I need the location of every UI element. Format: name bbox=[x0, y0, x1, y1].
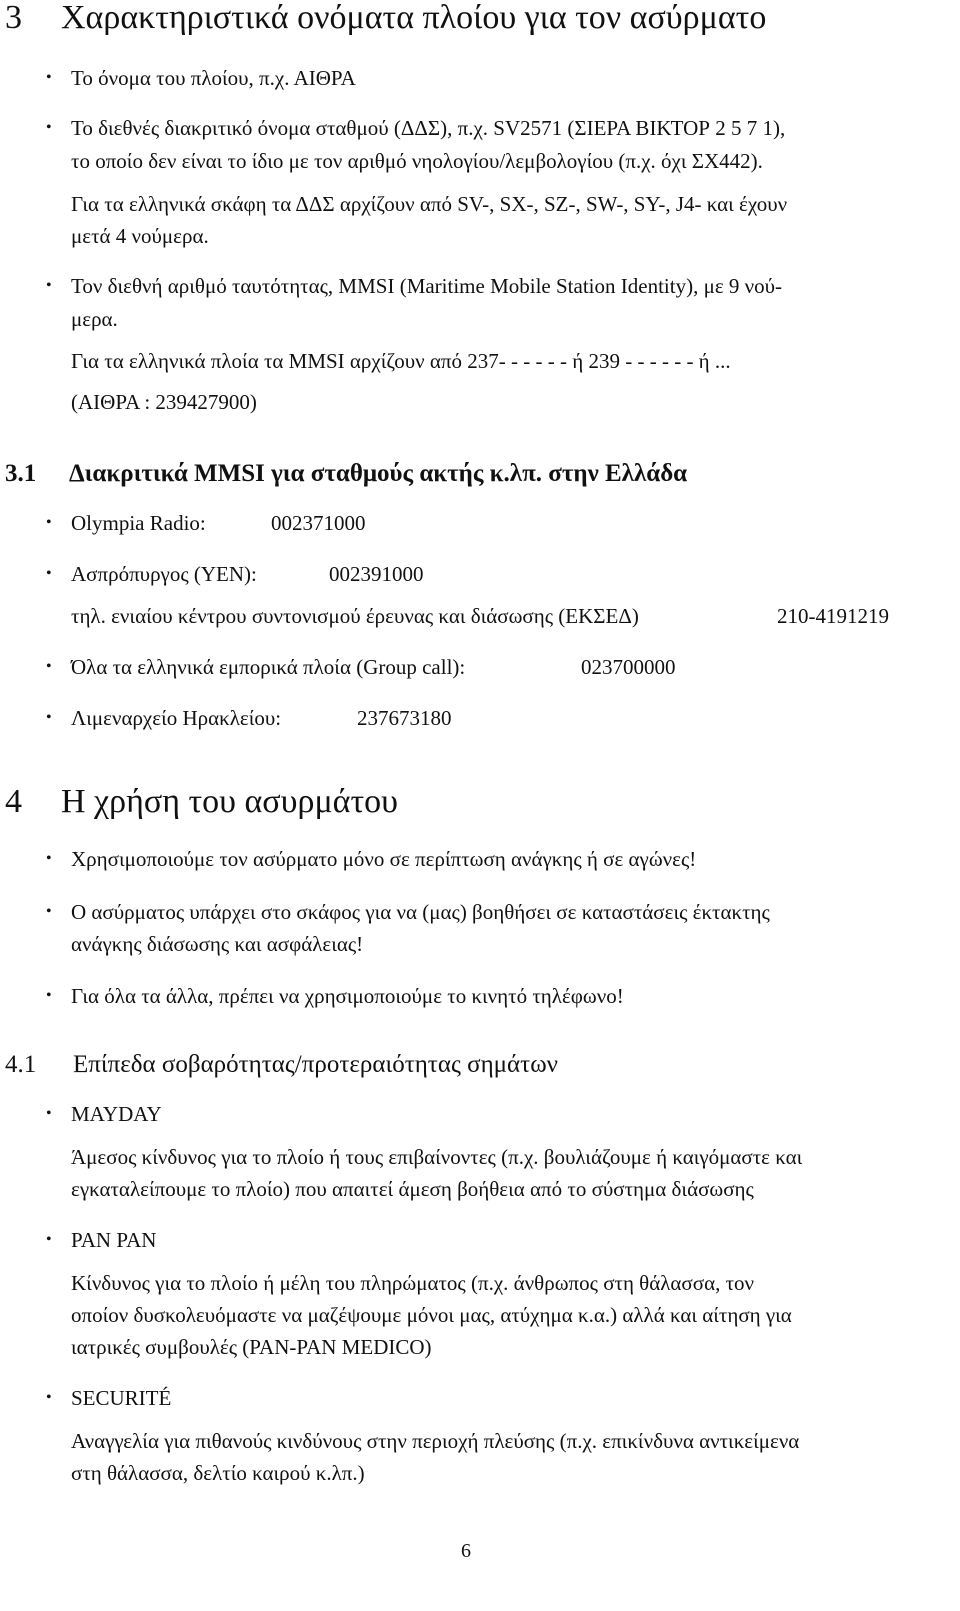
bullet-icon: • bbox=[46, 850, 52, 867]
bullet-icon: • bbox=[46, 1389, 52, 1406]
section-title: Η χρήση του ασυρμάτου bbox=[61, 783, 398, 820]
signal-description: Αναγγελία για πιθανούς κινδύνους στην περιοχή πλεύσης (π.χ. επικίνδυνα αντικείμενα bbox=[71, 1429, 800, 1453]
list-item-continuation: το οποίο δεν είναι το ίδιο με τον αριθμό νηολογίου/λεμβολογίου (π.χ. όχι ΣΧ442). bbox=[71, 149, 763, 173]
station-label: Olympia Radio: bbox=[71, 511, 206, 535]
section-number: 4 bbox=[5, 783, 22, 820]
list-item-continuation: Για τα ελληνικά σκάφη τα ΔΔΣ αρχίζουν από SV-, SX-, SZ-, SW-, SY-, J4- και έχουν bbox=[71, 192, 788, 216]
signal-description: Άμεσος κίνδυνος για το πλοίο ή τους επιβαίνοντες (π.χ. βουλιάζουμε ή καιγόμαστε και bbox=[71, 1145, 803, 1169]
station-mmsi: 002371000 bbox=[271, 511, 366, 535]
signal-description: οποίον δυσκολευόμαστε να μαζέψουμε μόνοι μας, ατύχημα κ.α.) αλλά και αίτηση για bbox=[71, 1303, 792, 1327]
list-item: Ο ασύρματος υπάρχει στο σκάφος για να (μας) βοηθήσει σε καταστάσεις έκτακτης bbox=[71, 900, 770, 924]
ekse-phone: 210-4191219 bbox=[777, 604, 889, 628]
section-title: Χαρακτηριστικά ονόματα πλοίου για τον ασύρματο bbox=[61, 0, 767, 36]
signal-description: ιατρικές συμβουλές (PAN-PAN MEDICO) bbox=[71, 1335, 432, 1359]
ekse-label: τηλ. ενιαίου κέντρου συντονισμού έρευνας και διάσωσης (ΕΚΣΕΔ) bbox=[71, 604, 639, 628]
list-item: Το διεθνές διακριτικό όνομα σταθμού (ΔΔΣ), π.χ. SV2571 (ΣΙΕΡΑ ΒΙΚΤΟΡ 2 5 7 1), bbox=[71, 116, 786, 140]
list-item-continuation: μερα. bbox=[71, 307, 118, 331]
bullet-icon: • bbox=[46, 1105, 52, 1122]
bullet-icon: • bbox=[46, 277, 52, 294]
list-item-continuation: ανάγκης διάσωσης και ασφάλειας! bbox=[71, 932, 364, 956]
bullet-icon: • bbox=[46, 119, 52, 136]
list-item-continuation: Για τα ελληνικά πλοία τα MMSI αρχίζουν από 237- - - - - - ή 239 - - - - - - ή ... bbox=[71, 349, 731, 373]
signal-description: Κίνδυνος για το πλοίο ή μέλη του πληρώματος (π.χ. άνθρωπος στη θάλασσα, τον bbox=[71, 1271, 755, 1295]
signal-name: PAN PAN bbox=[71, 1228, 157, 1252]
section-title: Διακριτικά MMSI για σταθμούς ακτής κ.λπ. στην Ελλάδα bbox=[69, 460, 688, 487]
signal-name: MAYDAY bbox=[71, 1102, 162, 1126]
bullet-icon: • bbox=[46, 1231, 52, 1248]
list-item: Για όλα τα άλλα, πρέπει να χρησιμοποιούμε το κινητό τηλέφωνο! bbox=[71, 984, 624, 1008]
section-number: 3.1 bbox=[5, 460, 37, 487]
list-item: Χρησιμοποιούμε τον ασύρματο μόνο σε περίπτωση ανάγκης ή σε αγώνες! bbox=[71, 847, 697, 871]
bullet-icon: • bbox=[46, 69, 52, 86]
page-number: 6 bbox=[461, 1540, 471, 1562]
signal-description: στη θάλασσα, δελτίο καιρού κ.λπ.) bbox=[71, 1461, 365, 1485]
bullet-icon: • bbox=[46, 658, 52, 675]
section-number: 3 bbox=[5, 0, 22, 36]
station-mmsi: 237673180 bbox=[357, 706, 452, 730]
bullet-icon: • bbox=[46, 709, 52, 726]
section-title: Επίπεδα σοβαρότητας/προτεραιότητας σημάτων bbox=[73, 1051, 558, 1078]
signal-name: SECURITÉ bbox=[71, 1386, 172, 1410]
section-number: 4.1 bbox=[5, 1051, 37, 1078]
bullet-icon: • bbox=[46, 565, 52, 582]
station-label: Ασπρόπυργος (ΥΕΝ): bbox=[71, 562, 257, 586]
signal-description: εγκαταλείπουμε το πλοίο) που απαιτεί άμεση βοήθεια από το σύστημα διάσωσης bbox=[71, 1177, 754, 1201]
station-mmsi: 002391000 bbox=[329, 562, 424, 586]
list-item-continuation: μετά 4 νούμερα. bbox=[71, 224, 209, 248]
station-label: Λιμεναρχείο Ηρακλείου: bbox=[71, 706, 282, 730]
station-mmsi: 023700000 bbox=[581, 655, 676, 679]
bullet-icon: • bbox=[46, 903, 52, 920]
bullet-icon: • bbox=[46, 514, 52, 531]
station-label: Όλα τα ελληνικά εμπορικά πλοία (Group call): bbox=[71, 655, 466, 679]
list-item-continuation: (ΑΙΘΡΑ : 239427900) bbox=[71, 390, 257, 414]
list-item: Τον διεθνή αριθμό ταυτότητας, MMSI (Maritime Mobile Station Identity), με 9 νού- bbox=[71, 274, 783, 298]
list-item: Το όνομα του πλοίου, π.χ. ΑΙΘΡΑ bbox=[71, 66, 356, 90]
bullet-icon: • bbox=[46, 987, 52, 1004]
